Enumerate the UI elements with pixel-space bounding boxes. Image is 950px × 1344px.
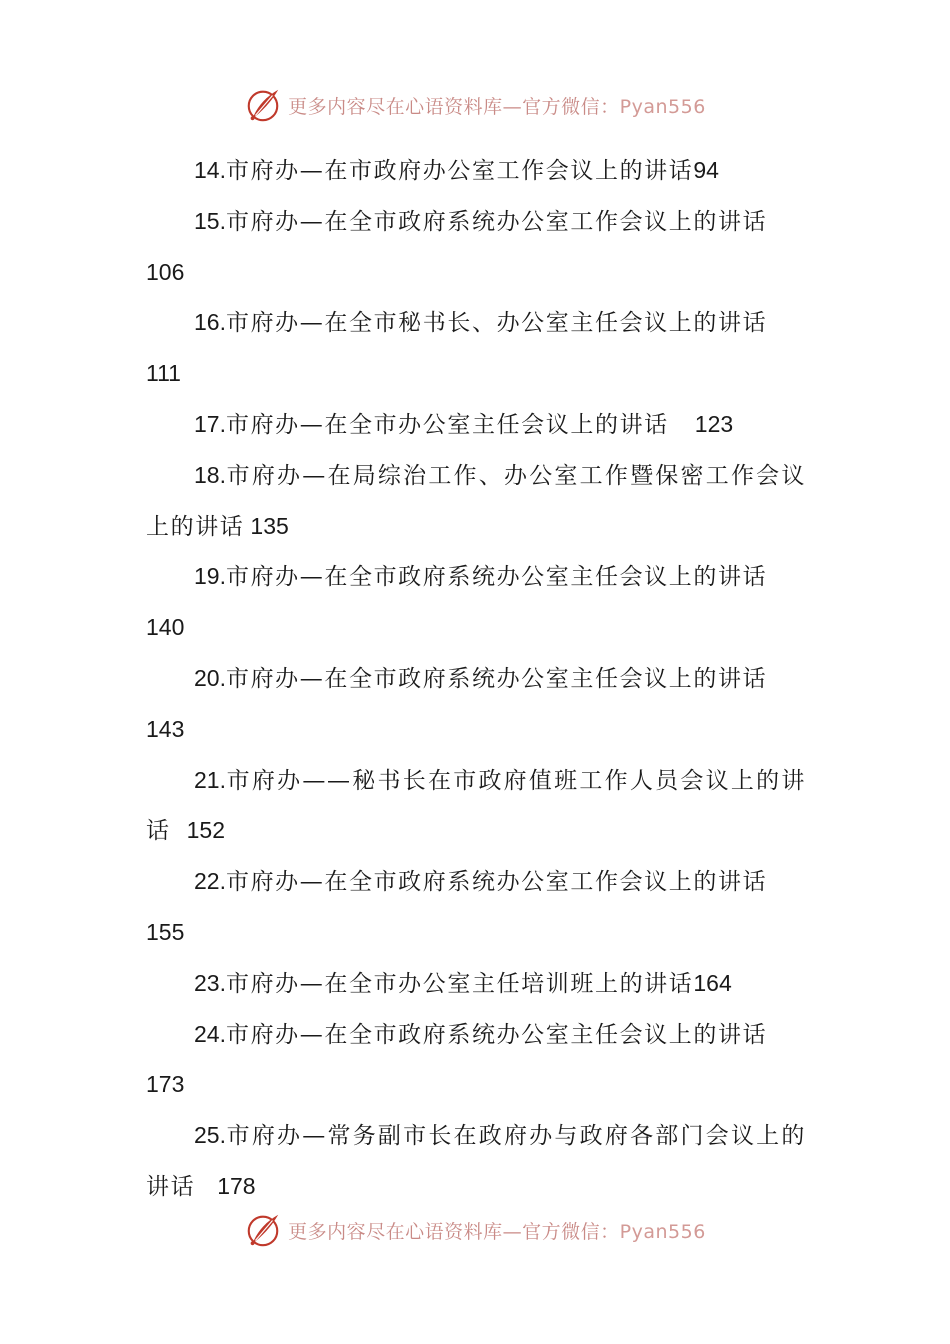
toc-entry-title: 市府办—在全市政府系统办公室工作会议上的讲话 <box>225 869 768 896</box>
toc-entry-title: 市府办—在全市秘书长、办公室主任会议上的讲话 <box>225 310 768 337</box>
banner-slogan-text: 更多内容尽在心语资料库—官方微信： <box>288 95 620 118</box>
toc-entry-page-number: 94 <box>693 157 719 183</box>
toc-entry-number: 25. <box>194 1122 226 1149</box>
toc-entry[interactable] <box>146 654 806 756</box>
toc-entry-number: 17. <box>194 410 226 437</box>
toc-entry-title: 市府办——秘书长在市政府值班工作人员会议上的讲话 <box>146 767 806 845</box>
banner-wechat-id: Pyan556 <box>619 1220 706 1243</box>
toc-entry-title: 市府办—在全市政府系统办公室主任会议上的讲话 <box>225 665 768 692</box>
toc-entry-title: 市府办—在全市办公室主任会议上的讲话 <box>225 411 669 438</box>
banner-wechat-id: Pyan556 <box>619 95 706 118</box>
toc-entry-page-number: 143 <box>146 715 185 742</box>
toc-entry-number: 18. <box>194 461 226 488</box>
feather-pen-logo-icon <box>244 86 282 124</box>
toc-entry-number: 19. <box>194 563 226 590</box>
toc-entry-page-number: 164 <box>693 969 732 996</box>
toc-entry-title: 市府办—在全市政府系统办公室主任会议上的讲话 <box>225 1021 768 1048</box>
toc-entry-number: 23. <box>194 969 226 996</box>
footer-banner <box>0 1208 950 1252</box>
toc-entry-title: 市府办—在局综治工作、办公室工作暨保密工作会议上的讲话 <box>146 462 806 540</box>
toc-entry-title: 市府办—在全市办公室主任培训班上的讲话 <box>225 970 694 997</box>
toc-entry-page-number: 173 <box>146 1071 185 1098</box>
table-of-contents <box>146 146 806 1213</box>
feather-pen-logo-icon <box>244 1211 282 1249</box>
toc-entry-number: 14. <box>194 157 226 183</box>
toc-entry-number: 20. <box>194 664 226 691</box>
toc-entry-number: 24. <box>194 1020 226 1047</box>
toc-entry-page-number: 123 <box>694 410 734 437</box>
banner-slogan-text: 更多内容尽在心语资料库—官方微信： <box>288 1220 620 1243</box>
toc-entry-number: 16. <box>194 309 226 336</box>
toc-entry[interactable] <box>146 400 806 451</box>
toc-entry-page-number: 178 <box>217 1172 256 1199</box>
banner-slogan <box>288 92 706 119</box>
toc-entry[interactable] <box>146 197 806 299</box>
toc-entry-number: 22. <box>194 868 226 895</box>
toc-entry[interactable] <box>146 298 806 400</box>
toc-entry-title: 市府办—在全市政府系统办公室工作会议上的讲话 <box>225 208 768 235</box>
toc-entry-page-number: 155 <box>146 918 185 945</box>
toc-entry-title: 市府办—常务副市长在政府办与政府各部门会议上的讲话 <box>146 1123 806 1200</box>
toc-entry[interactable] <box>146 959 806 1010</box>
toc-entry[interactable] <box>146 857 806 959</box>
toc-entry-title: 市府办—在市政府办公室工作会议上的讲话 <box>225 158 694 184</box>
toc-entry[interactable] <box>146 552 806 654</box>
toc-entry[interactable] <box>146 1111 806 1213</box>
header-banner <box>0 83 950 127</box>
toc-entry-title: 市府办—在全市政府系统办公室主任会议上的讲话 <box>225 564 768 591</box>
toc-entry-page-number: 111 <box>146 360 181 387</box>
toc-entry-number: 21. <box>194 766 226 793</box>
toc-entry-page-number: 135 <box>250 512 289 539</box>
toc-entry-page-number: 152 <box>186 817 225 844</box>
toc-entry[interactable] <box>146 146 806 197</box>
toc-entry-page-number: 140 <box>146 614 185 641</box>
toc-entry-number: 15. <box>194 207 226 234</box>
toc-entry[interactable] <box>146 451 806 553</box>
banner-slogan <box>288 1217 706 1244</box>
toc-entry[interactable] <box>146 1010 806 1112</box>
toc-entry-page-number: 106 <box>146 258 185 285</box>
toc-entry[interactable] <box>146 756 806 858</box>
